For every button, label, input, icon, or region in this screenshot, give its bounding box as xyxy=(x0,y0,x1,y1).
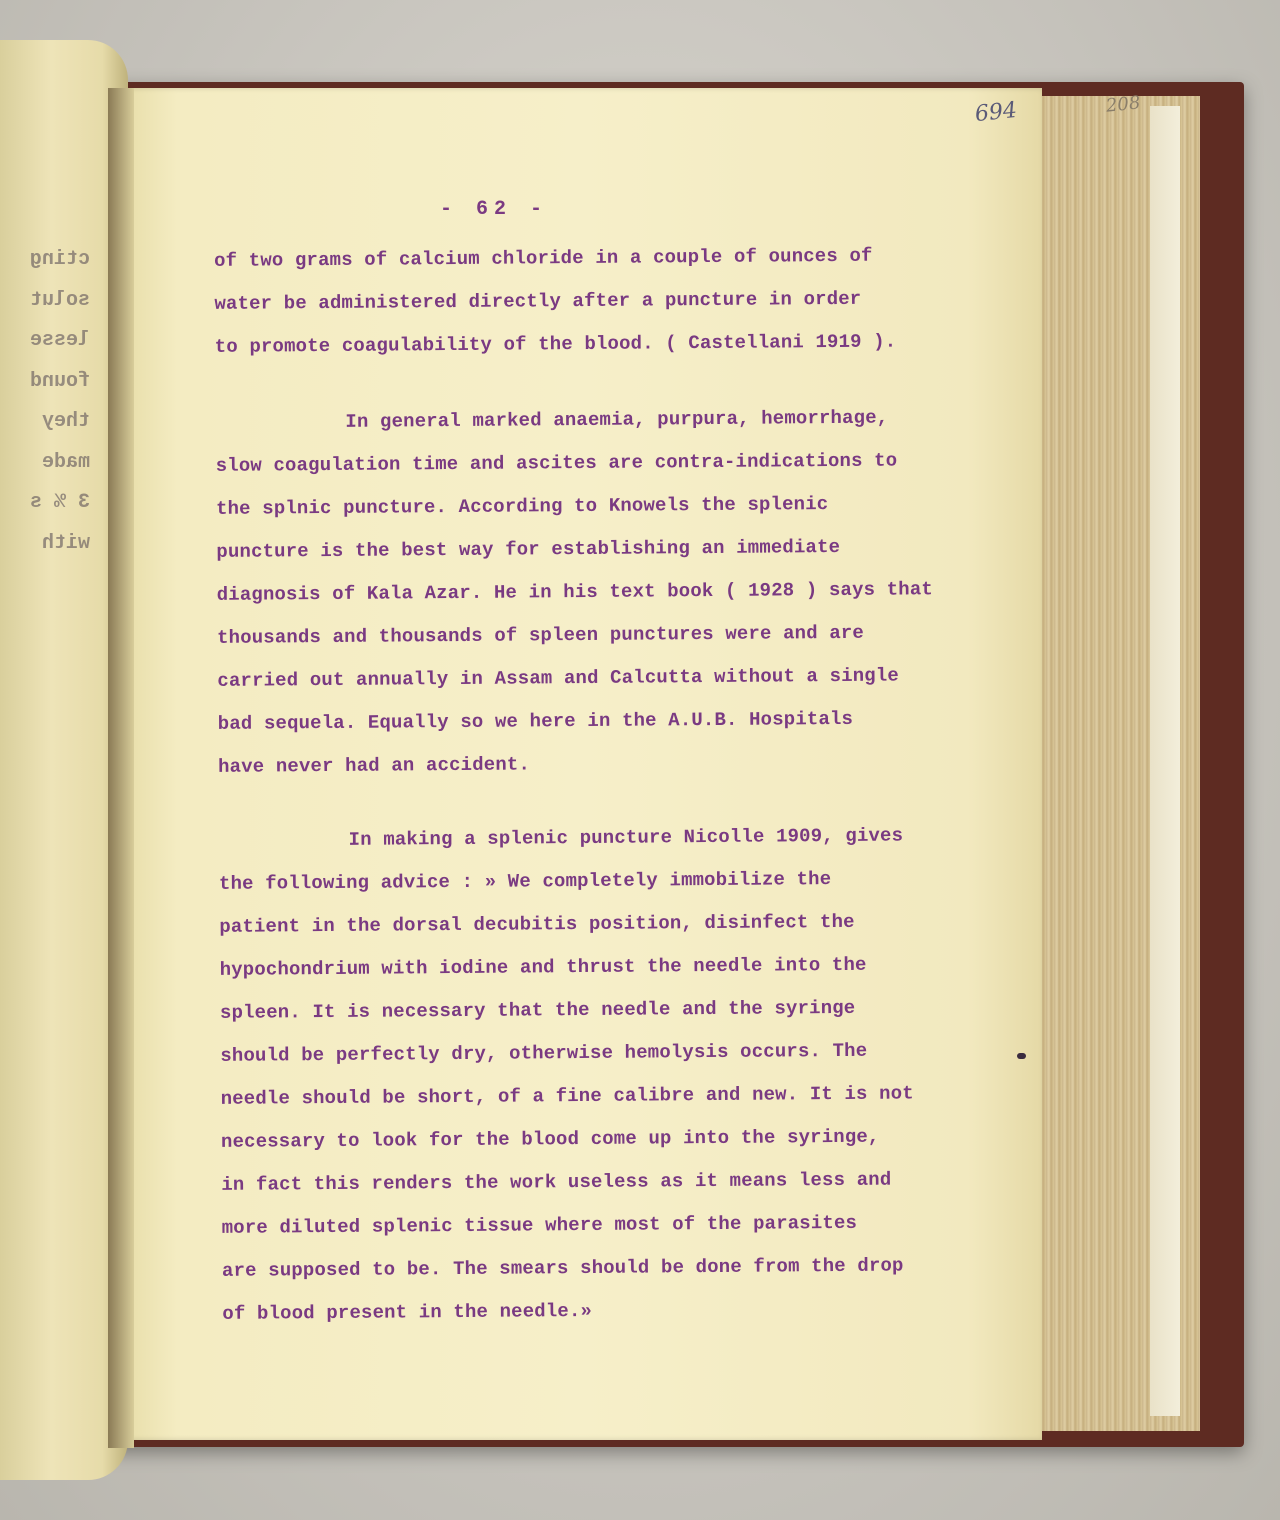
text-line: slow coagulation time and ascites are contra-indications to xyxy=(215,449,898,477)
text-line: diagnosis of Kala Azar. He in his text book ( 1928 ) says that xyxy=(216,578,933,606)
text-line: are supposed to be. The smears should be done from the drop xyxy=(221,1254,904,1282)
text-line: patient in the dorsal decubitis position, disinfect the xyxy=(219,910,855,938)
text-line: thousands and thousands of spleen punctures were and are xyxy=(216,621,865,649)
archive-number: 694 xyxy=(973,97,1019,128)
text-line: to promote coagulability of the blood. ( Castellani 1919 ). xyxy=(214,330,897,358)
left-fragment: found xyxy=(29,369,90,393)
archive-number-partial: 208 xyxy=(1104,92,1142,117)
text-line: of two grams of calcium chloride in a couple of ounces of xyxy=(213,244,873,272)
text-line: necessary to look for the blood come up into the syringe, xyxy=(220,1125,880,1153)
left-page-text xyxy=(0,240,110,564)
left-fragment: cting xyxy=(29,248,90,271)
ink-dot xyxy=(1017,1053,1026,1059)
page-number: - 62 - xyxy=(440,198,549,221)
text-line: in fact this renders the work useless as it means less and xyxy=(221,1168,892,1196)
text-line: carried out annually in Assam and Calcutta without a single xyxy=(217,664,900,692)
text-line: spleen. It is necessary that the needle and the syringe xyxy=(219,996,856,1024)
text-line: hypochondrium with iodine and thrust the needle into the xyxy=(219,953,867,981)
text-line: more diluted splenic tissue where most of the parasites xyxy=(221,1211,858,1239)
left-fragment: made xyxy=(41,450,90,474)
page-edges xyxy=(1030,96,1200,1431)
text-line: In making a splenic puncture Nicolle 1909, gives xyxy=(348,824,904,851)
text-line: of blood present in the needle.» xyxy=(222,1299,593,1325)
text-line: puncture is the best way for establishing an immediate xyxy=(216,535,841,563)
left-fragment: 3 % s xyxy=(29,491,90,514)
text-line: the splnic puncture. According to Knowels the splenic xyxy=(215,493,829,520)
text-line: have never had an accident. xyxy=(217,753,531,778)
left-fragment: they xyxy=(41,410,90,433)
left-fragment: solut xyxy=(29,288,90,312)
text-line: needle should be short, of a fine calibre and new. It is not xyxy=(220,1082,914,1110)
text-line: the following advice : » We completely immobilize the xyxy=(218,868,832,895)
text-line: In general marked anaemia, purpura, hemorrhage, xyxy=(345,406,889,433)
text-line: water be administered directly after a puncture in order xyxy=(214,287,862,315)
text-line: bad sequela. Equally so we here in the A.U.B. Hospitals xyxy=(217,707,854,735)
page-edges-highlight xyxy=(1150,106,1180,1416)
gutter xyxy=(108,88,134,1448)
left-fragment: lesse xyxy=(29,329,90,352)
left-fragment: with xyxy=(41,531,90,555)
text-line: should be perfectly dry, otherwise hemolysis occurs. The xyxy=(220,1039,868,1067)
